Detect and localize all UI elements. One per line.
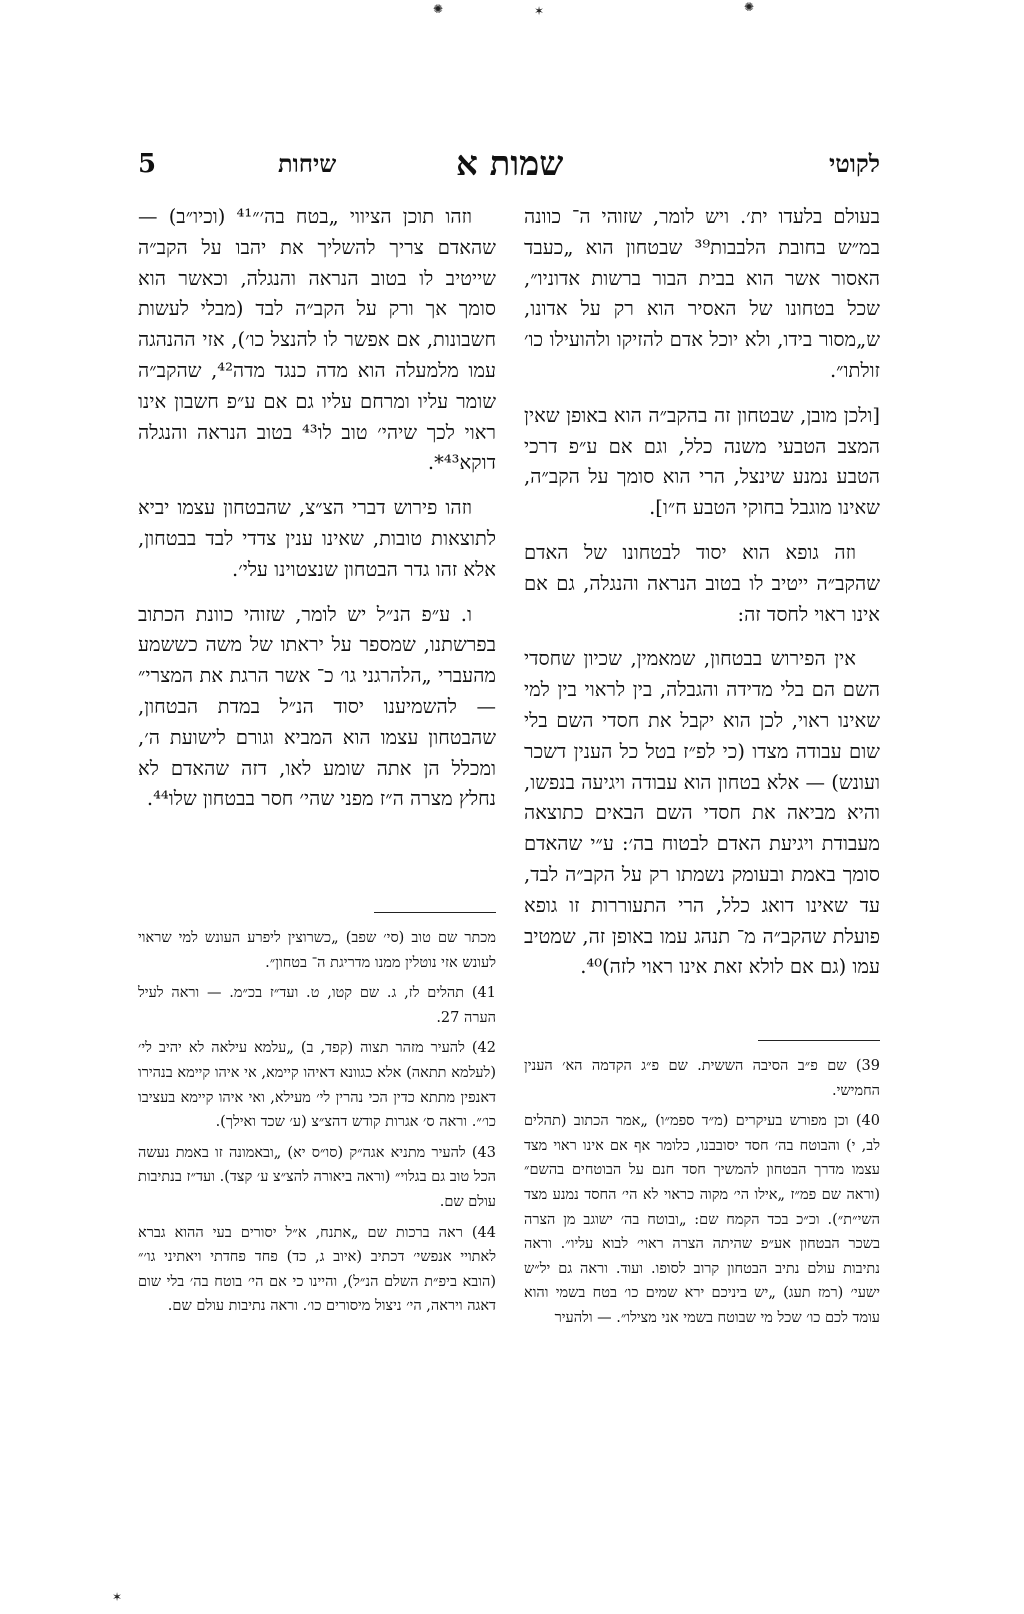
paragraph: בעולם בלעדו ית׳. ויש לומר, שזוהי ה־ כוונה במ״ש בחובת הלבבות³⁹ שבטחון הוא „כעבד האסור אשר הוא בבית הבור ברשות אדוניו״, שכל בטחונו של האסיר הוא רק על אדונו, ש„מסור בידו, ולא יוכל אדם להזיקו ולהועילו כו׳ זולתו״.	[524, 205, 880, 382]
footnote: 40) וכן מפורש בעיקרים (מ״ד ספמ״ו) „אמר הכתוב (תהלים לב, י) והבוטח בה׳ חסד יסובבנו, כלומר אף אם אינו ראוי מצד עצמו מדרך הבטחון להמשיך חסד חנם על הבוטחים בהשם״ (וראה שם פמ״ז „אילו הי׳ מקוה כראוי לא הי׳ החסד נמנע מצד השי״ת״). וכ״כ בכד הקמח שם: „ובוטח בה׳ ישוגב מן הצרה בשכר הבטחון אע״פ שהיתה הצרה ראוי׳ לבוא עליו״. וראה נתיבות עולם נתיב הבטחון קרוב לסופו. ועוד. וראה גם יל״ש ישעי׳ (רמז תעג) „יש ביניכם ירא שמים כו׳ בטח בשמי והוא עומד לכם כו׳ שכל מי שבוטח בשמי אני מצילו״. — ולהעיר	[524, 1113, 880, 1326]
page-number: 5	[138, 149, 157, 179]
paragraph: וזהו פירוש דברי הצ״צ, שהבטחון עצמו יביא לתוצאות טובות, שאינו ענין צדדי לבד בבטחון, אלא זהו גדר הבטחון שנצטוינו עלי׳.	[138, 496, 496, 581]
footnote: 42) להעיר מזהר תצוה (קפד, ב) „עלמא עילאה לא יהיב לי׳ (לעלמא תתאה) אלא כגוונא דאיהו קיימא, אי איהו קיימא בנהירו דאנפין מתתא כדין הכי נהרין לי׳ מעילא, ואי איהו קיימא בעציבו כו׳״. וראה ס׳ אגרות קודש דהצ״צ (ע׳ שכד ואילך).	[138, 1040, 496, 1131]
paragraph: וזהו תוכן הציווי „בטח בה׳״⁴¹ (וכיו״ב) — שהאדם צריך להשליך את יהבו על הקב״ה שייטיב לו בטוב הנראה והנגלה, וכאשר הוא סומך אך ורק על הקב״ה לבד (מבלי לעשות חשבונות, אם אפשר לו להנצל כו׳), אזי ההנהגה עמו מלמעלה הוא מדה כנגד מדה⁴², שהקב״ה שומר עליו ומרחם עליו גם אם ע״פ חשבון אינו ראוי לכך שיהי׳ טוב לו⁴³ בטוב הנראה והנגלה דוקא⁴³*.	[138, 205, 496, 475]
paragraph: [ולכן מובן, שבטחון זה בהקב״ה הוא באופן שאין המצב הטבעי משנה כלל, וגם אם ע״פ דרכי הטבע נמנע שינצל, הרי הוא סומך על הקב״ה, שאינו מוגבל בחוקי הטבע ח״ו].	[524, 403, 880, 520]
footnote: 39) שם פ״ב הסיבה הששית. שם פ״ג הקדמה הא׳ הענין החמישי.	[524, 1058, 880, 1099]
footnote-divider	[374, 912, 496, 913]
footnote-divider	[758, 1040, 880, 1041]
book-title: לקוטי	[829, 149, 880, 178]
paragraph: וזה גופא הוא יסוד לבטחונו של האדם שהקב״ה ייטיב לו בטוב הנראה והנגלה, גם אם אינו ראוי לחסד זה:	[524, 540, 880, 626]
parsha-title: שמות א	[456, 144, 564, 184]
footnote: 44) ראה ברכות שם „אתנח, א״ל יסורים בעי ההוא גברא לאתויי אנפשי׳ דכתיב (איוב ג, כד) פחד פחדתי ויאתיני גו׳״ (הובא ביפ״ת השלם הנ״ל), והיינו כי אם הי׳ בוטח בה׳ בלי שום דאגה ויראה, הי׳ ניצול מיסורים כו׳. וראה נתיבות עולם שם.	[138, 1224, 496, 1315]
right-footnotes	[524, 1054, 880, 1337]
footnote: מכתר שם טוב (סי׳ שפב) „כשרוצין ליפרע העונש למי שראוי לעונש אזי נוטלין ממנו מדריגת ה־ בטחון״.	[138, 930, 496, 971]
paragraph: אין הפירוש בבטחון, שמאמין, שכיון שחסדי השם הם בלי מדידה והגבלה, בין לראוי בין למי שאינו ראוי, לכן הוא יקבל את חסדי השם בלי שום עבודה מצדו (כי לפ״ז בטל כל הענין דשכר ועונש) — אלא בטחון הוא עבודה ויגיעה בנפשו, והיא מביאה את חסדי השם הבאים כתוצאה מעבודת ויגיעת האדם לבטוח בה׳: ע״י שהאדם סומך באמת ובעומק נשמתו רק על הקב״ה לבד, עד שאינו דואג כלל, הרי התעוררות זו גופא פועלת שהקב״ה מ־ תנהג עמו באופן זה, שמטיב עמו (גם אם לולא זאת אינו ראוי לזה)⁴⁰.	[524, 647, 880, 979]
running-header	[138, 144, 880, 188]
section-title: שיחות	[278, 149, 337, 178]
paragraph: ו. ע״פ הנ״ל יש לומר, שזוהי כוונת הכתוב בפרשתנו, שמספר על יראתו של משה כששמע מהעברי „הלהרגני גו׳ כ־ אשר הרגת את המצרי״ — להשמיענו יסוד הנ״ל במדת הבטחון, שהבטחון עצמו הוא המביא וגורם לישועת ה׳, ומכלל הן אתה שומע לאו, דזה שהאדם לא נחלץ מצרה ה״ז מפני שהי׳ חסר בבטחון שלו⁴⁴.	[138, 602, 496, 811]
left-footnotes	[138, 926, 496, 1325]
ink-speck: ✶	[534, 4, 545, 18]
right-text-column	[524, 202, 880, 997]
footnote: 41) תהלים לז, ג. שם קטו, ט. ועד״ז בכ״מ. — וראה לעיל הערה 27.	[138, 985, 496, 1026]
ink-speck: ✺	[744, 0, 755, 14]
ink-speck: ✶	[112, 1590, 123, 1604]
ink-speck: ✺	[433, 2, 444, 16]
left-text-column	[138, 202, 496, 829]
footnote: 43) להעיר מתניא אגה״ק (סו״ס יא) „ובאמונה זו באמת נעשה הכל טוב גם בגלוי״ (וראה ביאורה להצ״צ ע׳ קצד). ועד״ז בנתיבות עולם שם.	[138, 1144, 496, 1210]
